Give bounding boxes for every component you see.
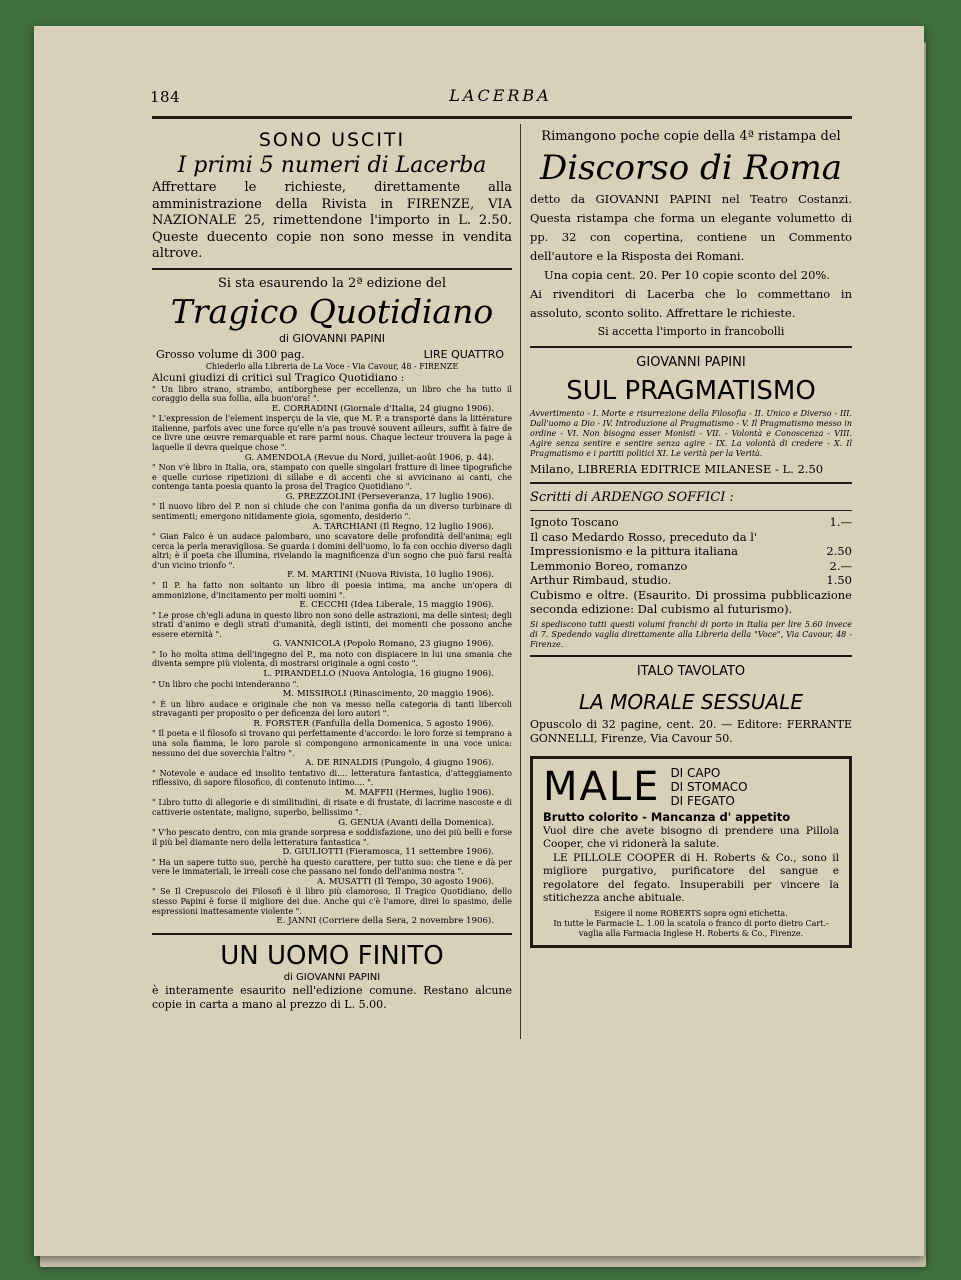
ad-pharmacies: In tutte le Farmacie L. 1.00 la scatola o franco di porto dietro Cart.-vaglia alla Farmacia Inglese H. Roberts & Co., Firenze. xyxy=(553,918,829,938)
review-author: A. TARCHIANI (Il Regno, 12 luglio 1906). xyxy=(312,521,494,532)
ad-body-2: LE PILLOLE COOPER di H. Roberts & Co., sono il migliore purgativo, purificatore del sangue e regolatore del fegato. Insuperabili per vincere la stitichezza anche abituale. xyxy=(543,851,839,904)
review-quote: " V'ho pescato dentro, con mia grande sorpresa e soddisfazione, uno dei più belli e forse il più bel diamante nero della letteratura fantastica ". xyxy=(152,828,512,847)
discorso-intro: Rimangono poche copie della 4ª ristampa del xyxy=(541,129,841,144)
uomo-finito-title: UN UOMO FINITO xyxy=(220,940,444,971)
left-column xyxy=(152,124,512,1012)
review-quote: " Un libro che pochi intenderanno ". xyxy=(152,679,299,689)
review-quote: " Gian Falco è un audace palombaro, uno scavatore delle profondità dell'anima; egli cerca la perla meravigliosa. Se guarda i domini dell'uomo, lo fa con occhio diverso dagli altri; è il poeta che illumina, rivelando la magnificenza d'un sogno che può farsi realtà d'un vicino trionfo ". xyxy=(152,532,512,570)
review-quote: " Libro tutto di allegorie e di similitudini, di risate e di frustate, di lacrime nascoste e di cattiverie ostentate, maligno, superbo, bellissimo ". xyxy=(152,798,512,817)
review-author: E. CECCHI (Idea Liberale, 15 maggio 1906). xyxy=(299,600,494,611)
page-number: 184 xyxy=(150,88,181,106)
pragmatismo-publisher: Milano, LIBRERIA EDITRICE MILANESE - L. 2.50 xyxy=(530,462,824,476)
cooper-ad xyxy=(530,756,852,948)
review-quote: " Se Il Crepuscolo dei Filosofi è il libro più clamoroso, Il Tragico Quotidiano, dello stesso Papini è forse il migliore dei due. Anche qui c'è l'amore, direi lo spasimo, delle espressioni inattesamente violente ". xyxy=(152,887,512,916)
divider xyxy=(152,268,512,270)
pragmatismo-section xyxy=(530,353,852,477)
reviews-list xyxy=(152,385,512,927)
book-row xyxy=(530,530,852,559)
discorso-title: Discorso di Roma xyxy=(539,148,843,188)
tragico-title: Tragico Quotidiano xyxy=(170,291,494,331)
book-row xyxy=(530,573,852,588)
divider xyxy=(530,482,852,484)
review-author: M. MISSIROLI (Rinascimento, 20 maggio 1906). xyxy=(282,689,494,700)
review-quote: " Io ho molta stima dell'ingegno del P., ma noto con dispiacere in lui una smania che diventa sempre più violenta, di mostrarsi originale a ogni costo ". xyxy=(152,649,512,669)
review-quote: " È un libro audace e originale che non va messo nella categoria di tanti libercoli stravaganti per proposito o per deficenza dei loro autori ". xyxy=(152,699,512,719)
review-author: G. AMENDOLA (Revue du Nord, juillet-août 1906, p. 44). xyxy=(244,452,494,463)
review-author: F. M. MARTINI (Nuova Rivista, 10 luglio 1906). xyxy=(287,570,494,581)
divider xyxy=(152,933,512,935)
review-quote: " Ha un sapere tutto suo, perchè ha questo carattere, per tutto suo: che tiene e dà per vere le immateriali, le irreali cose che passano nel fondo dell'anima nostra ". xyxy=(152,857,512,877)
tavolato-title: LA MORALE SESSUALE xyxy=(578,689,803,714)
column-divider xyxy=(520,124,521,1039)
ad-exigence: Esigere il nome ROBERTS sopra ogni etichetta. xyxy=(594,908,788,918)
tavolato-section xyxy=(530,662,852,746)
ad-ailment: DI CAPO xyxy=(670,765,721,780)
tragico-section xyxy=(152,275,512,927)
review-author: A. MUSATTI (Il Tempo, 30 agosto 1906). xyxy=(317,876,494,887)
pragmatismo-author: GIOVANNI PAPINI xyxy=(636,355,746,370)
discorso-stamps: Si accetta l'importo in francobolli xyxy=(597,325,785,338)
ad-big-word: MALE xyxy=(543,763,661,810)
uomo-finito-author: di GIOVANNI PAPINI xyxy=(283,971,381,983)
uomo-finito-body: è interamente esaurito nell'edizione comune. Restano alcune copie in carta a mano al prezzo di L. 5.00. xyxy=(152,983,512,1011)
review-quote: " Non v'è libro in Italia, ora, stampato con quelle singolari fratture di linee tipografiche e quelle curiose ripetizioni di sillabe e di accenti che si avvicinano ai canti, che contenga tanta poesia quanto la prosa del Tragico Quotidiano ". xyxy=(152,463,512,492)
discorso-section xyxy=(530,128,852,341)
review-author: D. GIULIOTTI (Fieramosca, 11 settembre 1906). xyxy=(282,847,494,858)
soffici-rule xyxy=(530,510,852,511)
tragico-author: di GIOVANNI PAPINI xyxy=(278,331,386,345)
book-row xyxy=(530,559,852,574)
review-author: A. DE RINALDIS (Pungolo, 4 giugno 1906). xyxy=(305,758,494,769)
divider xyxy=(530,655,852,657)
review-author: G. VANNICOLA (Popolo Romano, 23 giugno 1906). xyxy=(272,639,494,650)
review-author: L. PIRANDELLO (Nuova Antologia, 16 giugno 1906). xyxy=(263,669,494,680)
tragico-order: Chiederlo alla Libreria de La Voce - Via Cavour, 48 - FIRENZE xyxy=(205,361,459,371)
book-title: Ignoto Toscano xyxy=(530,515,619,529)
ad-ailment: DI FEGATO xyxy=(670,793,735,808)
discorso-price: Una copia cent. 20. Per 10 copie sconto del 20%. xyxy=(544,268,830,282)
book-title: Il caso Medardo Rosso, preceduto da l' Impressionismo e la pittura italiana xyxy=(530,529,758,558)
review-author: M. MAFFII (Hermes, luglio 1906). xyxy=(344,787,494,798)
review-author: E. JANNI (Corriere della Sera, 2 novembre 1906). xyxy=(276,916,494,927)
review-author: E. CORRADINI (Giornale d'Italia, 24 giugno 1906). xyxy=(271,403,494,414)
review-quote: " Il P. ha fatto non soltanto un libro di poesia intima, ma anche un'opera di ammonizione, d'incitamento per molti uomini ". xyxy=(152,580,512,600)
masthead: LACERBA xyxy=(449,86,552,105)
tavolato-author: ITALO TAVOLATO xyxy=(636,663,746,679)
review-quote: " Notevole e audace ed insolito tentativo di.... letteratura fantastica, d'atteggiamento riflessivo, di sapore filosofico, di contenuto intimo.... ". xyxy=(152,768,512,788)
divider xyxy=(530,346,852,348)
review-author: G. GENUA (Avanti della Domenica). xyxy=(338,817,494,828)
tavolato-body: Opuscolo di 32 pagine, cent. 20. — Editore: FERRANTE GONNELLI, Firenze, Via Cavour 50. xyxy=(530,717,852,745)
soffici-note: Si spediscono tutti questi volumi franchi di porto in Italia per lire 5.60 invece di 7. Spedendo vaglia direttamente alla Libreria della "Voce", Via Cavour, 48 - Firenze. xyxy=(530,619,852,649)
book-title: Arthur Rimbaud, studio. xyxy=(530,573,672,587)
usciti-heading: SONO USCITI xyxy=(258,129,406,151)
review-quote: " Le prose ch'egli aduna in questo libro non sono delle astrazioni, ma delle sintesi; degli strati d'animo e degli strati d'umanità, degli istinti, dei momenti che possono anche essere eternità ". xyxy=(152,610,512,639)
ad-ailments xyxy=(670,766,747,808)
tragico-price: LIRE QUATTRO xyxy=(423,347,504,361)
book-price: 1.50 xyxy=(826,573,852,587)
book-title: Lemmonio Boreo, romanzo xyxy=(530,558,688,573)
uomo-finito-section xyxy=(152,940,512,1012)
ad-ailment: DI STOMACO xyxy=(670,779,748,794)
right-column xyxy=(530,124,852,948)
tragico-edition: Si sta esaurendo la 2ª edizione del xyxy=(217,275,447,291)
soffici-heading: Scritti di ARDENGO SOFFICI : xyxy=(530,490,734,505)
pragmatismo-title: SUL PRAGMATISMO xyxy=(566,376,816,406)
usciti-title: I primi 5 numeri di Lacerba xyxy=(177,153,487,178)
usciti-notice xyxy=(152,128,512,263)
ad-body: Vuol dire che avete bisogno di prendere una Pillola Cooper, che vi ridonerà la salute. xyxy=(543,824,839,850)
book-row xyxy=(530,515,852,530)
soffici-section xyxy=(530,489,852,650)
usciti-body: Affrettare le richieste, direttamente alla amministrazione della Rivista in FIRENZE, VIA NAZIONALE 25, rimettendone l'importo in L. 2.50. Queste duecento copie non sono messe in vendita altrove. xyxy=(152,180,512,261)
review-author: R. FORSTER (Fanfulla della Domenica, 5 agosto 1906). xyxy=(253,718,494,729)
pragmatismo-contents: Avvertimento - I. Morte e risurrezione della Filosofia - II. Unico e Diverso - III. Dall'uomo a Dio - IV. Introduzione al Pragmatismo - V. Il Pragmatismo messo in ordine - VI. Non bisogna esser Monisti - VII. - Volontà e Conoscenza - VIII. Agire senza sentire e sentire senza agire - IX. La volontà di credere - X. Il Pragmatismo e i partiti politici XI. Le verità per la Verità. xyxy=(530,409,852,458)
review-author: G. PREZZOLINI (Perseveranza, 17 luglio 1906). xyxy=(285,491,494,502)
book-price: 2.— xyxy=(829,558,852,573)
discorso-resellers: Ai rivenditori di Lacerba che lo commettano in assoluto, sconto solito. Affrettare le richieste. xyxy=(530,287,852,320)
tragico-volume: Grosso volume di 300 pag. xyxy=(156,347,305,361)
book-price: 1.— xyxy=(829,515,852,529)
book-price: 2.50 xyxy=(826,544,852,558)
ad-headline xyxy=(543,765,839,809)
review-quote: " Un libro strano, strambo, antiborghese per eccellenza, un libro che ha tutto il coraggio della sua follia, alla buon'ora! ". xyxy=(152,384,512,404)
header-rule xyxy=(152,116,852,119)
soffici-cubismo: Cubismo e oltre. (Esaurito. Di prossima pubblicazione seconda edizione: Dal cubismo al futurismo). xyxy=(530,587,852,616)
ad-subhead: Brutto colorito - Mancanza d' appetito xyxy=(543,809,791,824)
review-quote: " Il poeta e il filosofo si trovano qui perfettamente d'accordo: le loro forze si temprano a una sola fiamma, le loro parole si compongono armonicamente in una voce unica: nessuno dei due soverchia l'altro ". xyxy=(152,729,512,758)
discorso-body: detto da GIOVANNI PAPINI nel Teatro Costanzi. Questa ristampa che forma un elegante volumetto di pp. 32 con copertina, contiene un Commento dell'autore e la Risposta dei Romani. xyxy=(530,192,852,263)
tragico-intro: Alcuni giudizi di critici sul Tragico Quotidiano : xyxy=(152,371,405,384)
soffici-book-list xyxy=(530,515,852,588)
review-quote: " Il nuovo libro del P. non si chiude che con l'anima gonfia da un diverso turbinare di sentimenti; emergono nitidamente gioia, sgomento, desiderio ". xyxy=(152,502,512,521)
review-quote: " L'expression de l'element insperçu de la vie, que M. P. a transporté dans la littérature italienne, parfois avec une force qu'elle n'a pas trouvé souvent ailleurs, suffit à faire de ce livre une œuvre remarquable et rare parmi nous. Chaque lecteur trouvera la page à laquelle il devra quelque chose ". xyxy=(152,414,512,452)
tragico-volume-row xyxy=(152,346,512,362)
